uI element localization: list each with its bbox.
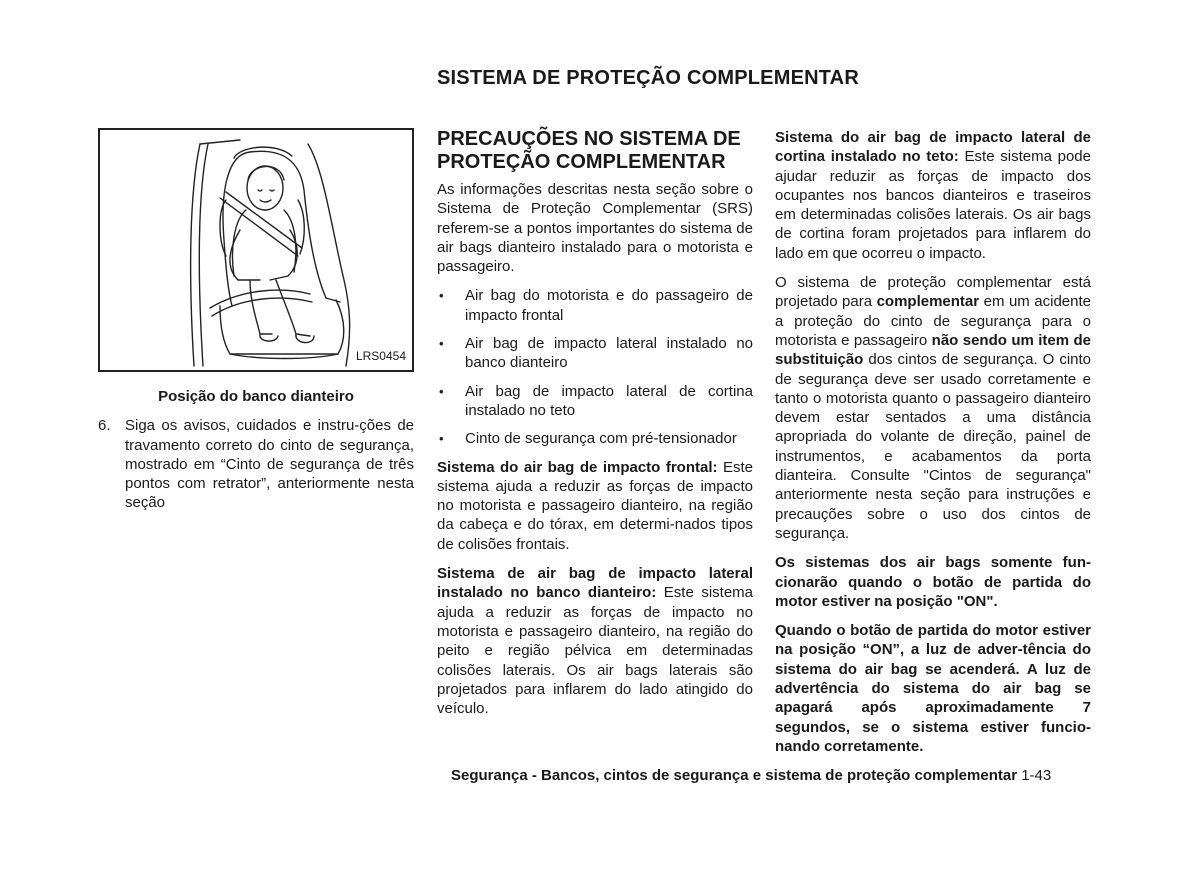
bullet-list bbox=[437, 286, 753, 448]
side-airbag-paragraph bbox=[437, 564, 753, 718]
figure-caption: Posição do banco dianteiro bbox=[158, 388, 354, 405]
curtain-airbag-paragraph bbox=[775, 128, 1091, 263]
middle-column bbox=[437, 128, 753, 718]
intro-paragraph: As informações descritas nesta seção sobre o Sistema de Proteção Complementar (SRS) referem-se a pontos importantes do sistema de air bags dianteiro instalado para o motorista e passageiro. bbox=[437, 181, 753, 276]
item-number: 6. bbox=[98, 417, 111, 435]
list-item: • Air bag de impacto lateral de cortina instalado no teto bbox=[439, 382, 753, 419]
curtain-airbag-label: Sistema do air bag de impacto lateral de cortina instalado no teto: bbox=[775, 129, 1091, 166]
curtain-airbag-text: Este sistema pode ajudar reduzir as forças de impacto dos ocupantes nos bancos dianteiros e traseiros em determinadas colisões laterais. Os air bags de cortina foram projetados para inflarem do lado em que ocorreu o impacto. bbox=[775, 148, 1091, 262]
list-item: • Air bag de impacto lateral instalado no banco dianteiro bbox=[439, 335, 753, 372]
right-column bbox=[775, 128, 1091, 756]
bullet-icon: • bbox=[439, 383, 444, 399]
footer-title: Segurança - Bancos, cintos de segurança e sistema de proteção complementar bbox=[451, 767, 1018, 784]
warning-paragraph-2: Quando o botão de partida do motor estiver na posição “ON”, a luz de adver-tência do sistema do air bag se acenderá. A luz de advertência do sistema do air bag se apagará após aproximadamente 7 segundos, se o sistema estiver funcio-nando corretamente. bbox=[775, 622, 1091, 755]
page-footer bbox=[451, 767, 1051, 784]
frontal-airbag-text: Este sistema ajuda a reduzir as forças de impacto no motorista e passageiro dianteiro, na região da cabeça e do tórax, em determi-nados tipos de colisões frontais. bbox=[437, 458, 753, 553]
figure-frame bbox=[98, 128, 414, 372]
numbered-item bbox=[98, 416, 414, 512]
left-column bbox=[98, 128, 414, 513]
section-title: PRECAUÇÕES NO SISTEMA DE PROTEÇÃO COMPLEMENTAR bbox=[437, 128, 741, 173]
list-item: • Cinto de segurança com pré-tensionador bbox=[439, 430, 737, 448]
bullet-icon: • bbox=[439, 336, 444, 352]
srs-emphasis-complement: complementar bbox=[876, 293, 980, 311]
bullet-icon: • bbox=[439, 288, 444, 304]
page-number: 1-43 bbox=[1021, 767, 1052, 784]
side-airbag-label: Sistema de air bag de impacto lateral instalado no banco dianteiro: bbox=[437, 565, 753, 602]
list-item: • Air bag do motorista e do passageiro de impacto frontal bbox=[439, 287, 753, 324]
frontal-airbag-paragraph bbox=[437, 458, 753, 554]
side-airbag-text: Este sistema ajuda a reduzir as forças de impacto no motorista e passageiro dianteiro, na região do peito e região pélvica em determinadas colisões laterais. Os air bags laterais são projetados para inflarem do lado atingido do veículo. bbox=[437, 584, 753, 718]
child-seat-illustration bbox=[100, 130, 412, 370]
page-title: SISTEMA DE PROTEÇÃO COMPLEMENTAR bbox=[437, 67, 859, 89]
srs-paragraph: O sistema de proteção complementar está projetado para complementar em um acidente a proteção do cinto de segurança para o motorista e passageiro não sendo um item de substituição dos cintos de segurança. O cinto de segurança deve ser usado corretamente e tanto o motorista quanto o passageiro dianteiro devem estar sentados a uma distância apropriada do volante de direção, painel de instrumentos, e acabamentos da porta dianteira. Consulte "Cintos de segurança" anteriormente nesta seção para instruções e precauções sobre o uso dos cintos de segurança. bbox=[775, 274, 1092, 542]
warning-paragraph-1: Os sistemas dos air bags somente fun-cionarão quando o botão de partida do motor estiver na posição "ON". bbox=[775, 554, 1091, 610]
srs-emphasis-not-substitute: não sendo um item de substituição bbox=[775, 331, 1091, 369]
figure-code: LRS0454 bbox=[355, 348, 406, 363]
item-text: Siga os avisos, cuidados e instru-ções de travamento correto do cinto de segurança, mostrado em “Cinto de segurança de três pontos com retrator”, anteriormente nesta seção bbox=[125, 417, 414, 512]
frontal-airbag-label: Sistema do air bag de impacto frontal: bbox=[437, 458, 718, 476]
bullet-icon: • bbox=[439, 431, 444, 447]
